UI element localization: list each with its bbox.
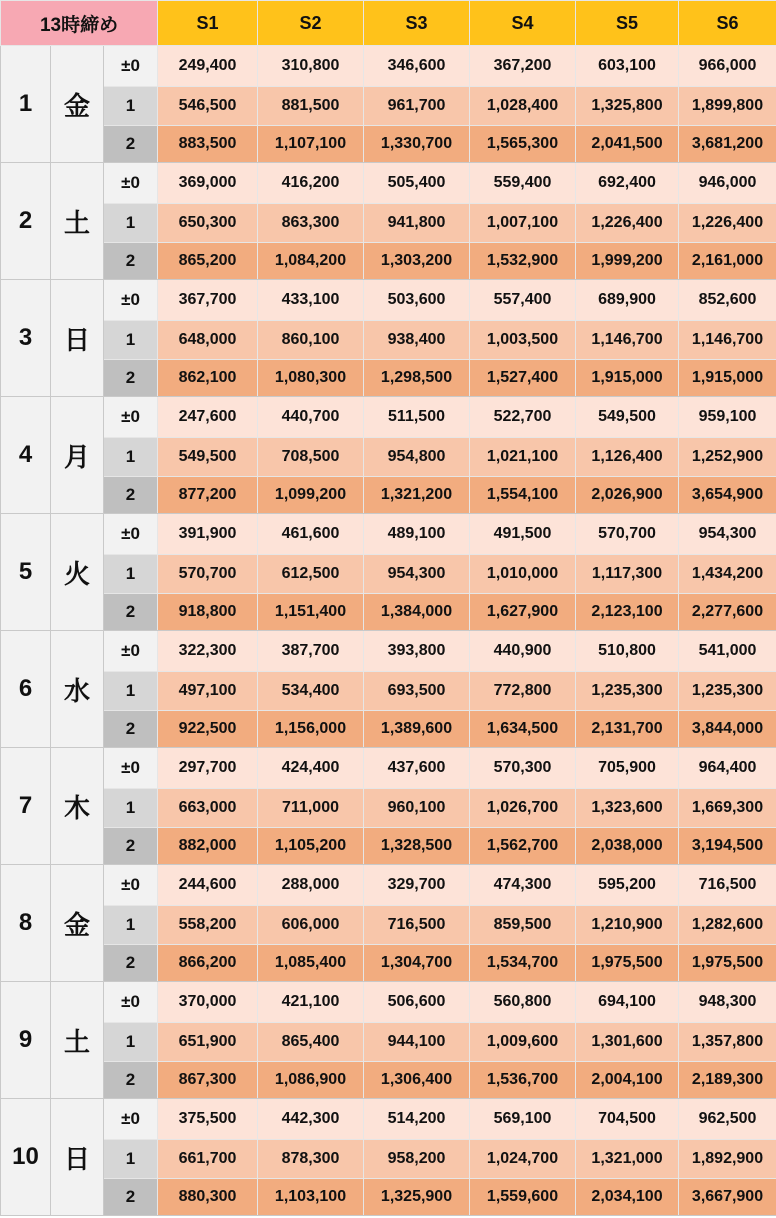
value-cell: 708,500 bbox=[258, 438, 364, 477]
value-cell: 692,400 bbox=[576, 163, 679, 204]
value-cell: 1,210,900 bbox=[576, 906, 679, 945]
value-cell: 689,900 bbox=[576, 280, 679, 321]
table-row bbox=[1, 828, 776, 865]
value-cell: 391,900 bbox=[158, 514, 258, 555]
weekday: 金 bbox=[51, 865, 104, 982]
value-cell: 3,667,900 bbox=[679, 1179, 776, 1216]
level-label: 1 bbox=[104, 87, 158, 126]
level-label: 2 bbox=[104, 594, 158, 631]
weekday: 日 bbox=[51, 1099, 104, 1216]
value-cell: 297,700 bbox=[158, 748, 258, 789]
value-cell: 705,900 bbox=[576, 748, 679, 789]
value-cell: 1,117,300 bbox=[576, 555, 679, 594]
value-cell: 1,086,900 bbox=[258, 1062, 364, 1099]
value-cell: 883,500 bbox=[158, 126, 258, 163]
value-cell: 3,654,900 bbox=[679, 477, 776, 514]
value-cell: 1,099,200 bbox=[258, 477, 364, 514]
value-cell: 424,400 bbox=[258, 748, 364, 789]
value-cell: 1,026,700 bbox=[470, 789, 576, 828]
level-label: 2 bbox=[104, 360, 158, 397]
value-cell: 310,800 bbox=[258, 46, 364, 87]
value-cell: 1,527,400 bbox=[470, 360, 576, 397]
table-row bbox=[1, 982, 776, 1023]
value-cell: 1,226,400 bbox=[679, 204, 776, 243]
value-cell: 946,000 bbox=[679, 163, 776, 204]
value-cell: 1,669,300 bbox=[679, 789, 776, 828]
value-cell: 941,800 bbox=[364, 204, 470, 243]
value-cell: 437,600 bbox=[364, 748, 470, 789]
table-row bbox=[1, 672, 776, 711]
weekday: 木 bbox=[51, 748, 104, 865]
value-cell: 503,600 bbox=[364, 280, 470, 321]
level-label: 2 bbox=[104, 711, 158, 748]
level-label: 2 bbox=[104, 828, 158, 865]
header-row bbox=[1, 1, 776, 46]
level-label: ±0 bbox=[104, 982, 158, 1023]
value-cell: 1,306,400 bbox=[364, 1062, 470, 1099]
column-header: S3 bbox=[364, 1, 470, 46]
day-number: 2 bbox=[1, 163, 51, 280]
table-row bbox=[1, 555, 776, 594]
value-cell: 960,100 bbox=[364, 789, 470, 828]
table-row bbox=[1, 1099, 776, 1140]
value-cell: 440,900 bbox=[470, 631, 576, 672]
level-label: 1 bbox=[104, 1140, 158, 1179]
value-cell: 1,321,200 bbox=[364, 477, 470, 514]
table-row bbox=[1, 865, 776, 906]
value-cell: 1,009,600 bbox=[470, 1023, 576, 1062]
level-label: 1 bbox=[104, 672, 158, 711]
value-cell: 1,282,600 bbox=[679, 906, 776, 945]
level-label: 2 bbox=[104, 126, 158, 163]
value-cell: 1,532,900 bbox=[470, 243, 576, 280]
value-cell: 433,100 bbox=[258, 280, 364, 321]
value-cell: 2,026,900 bbox=[576, 477, 679, 514]
value-cell: 648,000 bbox=[158, 321, 258, 360]
value-cell: 1,235,300 bbox=[576, 672, 679, 711]
value-cell: 558,200 bbox=[158, 906, 258, 945]
value-cell: 966,000 bbox=[679, 46, 776, 87]
value-cell: 1,226,400 bbox=[576, 204, 679, 243]
value-cell: 1,146,700 bbox=[576, 321, 679, 360]
table-row bbox=[1, 397, 776, 438]
value-cell: 863,300 bbox=[258, 204, 364, 243]
value-cell: 867,300 bbox=[158, 1062, 258, 1099]
level-label: 2 bbox=[104, 1179, 158, 1216]
weekday: 月 bbox=[51, 397, 104, 514]
table-row bbox=[1, 1179, 776, 1216]
value-cell: 704,500 bbox=[576, 1099, 679, 1140]
column-header: S2 bbox=[258, 1, 364, 46]
value-cell: 2,277,600 bbox=[679, 594, 776, 631]
value-cell: 1,301,600 bbox=[576, 1023, 679, 1062]
value-cell: 1,024,700 bbox=[470, 1140, 576, 1179]
value-cell: 772,800 bbox=[470, 672, 576, 711]
value-cell: 570,300 bbox=[470, 748, 576, 789]
value-cell: 1,085,400 bbox=[258, 945, 364, 982]
value-cell: 375,500 bbox=[158, 1099, 258, 1140]
weekday: 日 bbox=[51, 280, 104, 397]
value-cell: 1,156,000 bbox=[258, 711, 364, 748]
value-cell: 860,100 bbox=[258, 321, 364, 360]
value-cell: 954,800 bbox=[364, 438, 470, 477]
value-cell: 416,200 bbox=[258, 163, 364, 204]
value-cell: 877,200 bbox=[158, 477, 258, 514]
value-cell: 1,325,800 bbox=[576, 87, 679, 126]
value-cell: 367,200 bbox=[470, 46, 576, 87]
day-number: 9 bbox=[1, 982, 51, 1099]
table-row bbox=[1, 163, 776, 204]
value-cell: 549,500 bbox=[158, 438, 258, 477]
value-cell: 1,325,900 bbox=[364, 1179, 470, 1216]
value-cell: 474,300 bbox=[470, 865, 576, 906]
value-cell: 962,500 bbox=[679, 1099, 776, 1140]
value-cell: 1,235,300 bbox=[679, 672, 776, 711]
value-cell: 1,084,200 bbox=[258, 243, 364, 280]
day-number: 4 bbox=[1, 397, 51, 514]
value-cell: 322,300 bbox=[158, 631, 258, 672]
value-cell: 1,975,500 bbox=[679, 945, 776, 982]
deadline-label: 13時締め bbox=[1, 1, 158, 46]
value-cell: 369,000 bbox=[158, 163, 258, 204]
table-row bbox=[1, 631, 776, 672]
level-label: 1 bbox=[104, 321, 158, 360]
table-row bbox=[1, 360, 776, 397]
level-label: ±0 bbox=[104, 631, 158, 672]
value-cell: 569,100 bbox=[470, 1099, 576, 1140]
value-cell: 938,400 bbox=[364, 321, 470, 360]
weekday: 土 bbox=[51, 163, 104, 280]
table-row bbox=[1, 789, 776, 828]
value-cell: 2,189,300 bbox=[679, 1062, 776, 1099]
day-number: 5 bbox=[1, 514, 51, 631]
value-cell: 882,000 bbox=[158, 828, 258, 865]
value-cell: 1,899,800 bbox=[679, 87, 776, 126]
value-cell: 1,103,100 bbox=[258, 1179, 364, 1216]
table-row bbox=[1, 1140, 776, 1179]
value-cell: 1,298,500 bbox=[364, 360, 470, 397]
level-label: 2 bbox=[104, 243, 158, 280]
value-cell: 570,700 bbox=[158, 555, 258, 594]
day-number: 6 bbox=[1, 631, 51, 748]
value-cell: 506,600 bbox=[364, 982, 470, 1023]
value-cell: 1,634,500 bbox=[470, 711, 576, 748]
value-cell: 954,300 bbox=[364, 555, 470, 594]
value-cell: 1,105,200 bbox=[258, 828, 364, 865]
value-cell: 387,700 bbox=[258, 631, 364, 672]
value-cell: 510,800 bbox=[576, 631, 679, 672]
value-cell: 1,999,200 bbox=[576, 243, 679, 280]
level-label: ±0 bbox=[104, 46, 158, 87]
value-cell: 1,007,100 bbox=[470, 204, 576, 243]
value-cell: 489,100 bbox=[364, 514, 470, 555]
value-cell: 612,500 bbox=[258, 555, 364, 594]
value-cell: 1,536,700 bbox=[470, 1062, 576, 1099]
value-cell: 852,600 bbox=[679, 280, 776, 321]
day-number: 3 bbox=[1, 280, 51, 397]
value-cell: 964,400 bbox=[679, 748, 776, 789]
level-label: 1 bbox=[104, 1023, 158, 1062]
value-cell: 3,681,200 bbox=[679, 126, 776, 163]
column-header: S5 bbox=[576, 1, 679, 46]
table-row bbox=[1, 1062, 776, 1099]
value-cell: 421,100 bbox=[258, 982, 364, 1023]
table-row bbox=[1, 594, 776, 631]
value-cell: 505,400 bbox=[364, 163, 470, 204]
value-cell: 1,080,300 bbox=[258, 360, 364, 397]
table-row bbox=[1, 945, 776, 982]
value-cell: 549,500 bbox=[576, 397, 679, 438]
level-label: ±0 bbox=[104, 748, 158, 789]
level-label: 1 bbox=[104, 438, 158, 477]
value-cell: 961,700 bbox=[364, 87, 470, 126]
table-row bbox=[1, 243, 776, 280]
value-cell: 1,554,100 bbox=[470, 477, 576, 514]
value-cell: 948,300 bbox=[679, 982, 776, 1023]
value-cell: 694,100 bbox=[576, 982, 679, 1023]
value-cell: 711,000 bbox=[258, 789, 364, 828]
table-body bbox=[1, 46, 776, 1216]
value-cell: 370,000 bbox=[158, 982, 258, 1023]
value-cell: 1,126,400 bbox=[576, 438, 679, 477]
table-row bbox=[1, 748, 776, 789]
value-cell: 541,000 bbox=[679, 631, 776, 672]
value-cell: 954,300 bbox=[679, 514, 776, 555]
value-cell: 716,500 bbox=[364, 906, 470, 945]
level-label: ±0 bbox=[104, 1099, 158, 1140]
value-cell: 1,892,900 bbox=[679, 1140, 776, 1179]
value-cell: 2,041,500 bbox=[576, 126, 679, 163]
level-label: 1 bbox=[104, 906, 158, 945]
value-cell: 288,000 bbox=[258, 865, 364, 906]
table-row bbox=[1, 711, 776, 748]
table-row bbox=[1, 126, 776, 163]
level-label: 2 bbox=[104, 945, 158, 982]
table-row bbox=[1, 46, 776, 87]
table-row bbox=[1, 514, 776, 555]
value-cell: 1,565,300 bbox=[470, 126, 576, 163]
value-cell: 491,500 bbox=[470, 514, 576, 555]
level-label: 1 bbox=[104, 789, 158, 828]
weekday: 土 bbox=[51, 982, 104, 1099]
value-cell: 650,300 bbox=[158, 204, 258, 243]
value-cell: 560,800 bbox=[470, 982, 576, 1023]
value-cell: 522,700 bbox=[470, 397, 576, 438]
value-cell: 606,000 bbox=[258, 906, 364, 945]
value-cell: 1,304,700 bbox=[364, 945, 470, 982]
value-cell: 534,400 bbox=[258, 672, 364, 711]
value-cell: 1,028,400 bbox=[470, 87, 576, 126]
value-cell: 2,034,100 bbox=[576, 1179, 679, 1216]
value-cell: 881,500 bbox=[258, 87, 364, 126]
value-cell: 244,600 bbox=[158, 865, 258, 906]
column-header: S6 bbox=[679, 1, 776, 46]
table-row bbox=[1, 477, 776, 514]
value-cell: 1,010,000 bbox=[470, 555, 576, 594]
value-cell: 1,330,700 bbox=[364, 126, 470, 163]
value-cell: 1,321,000 bbox=[576, 1140, 679, 1179]
value-cell: 1,323,600 bbox=[576, 789, 679, 828]
value-cell: 918,800 bbox=[158, 594, 258, 631]
value-cell: 1,303,200 bbox=[364, 243, 470, 280]
level-label: 1 bbox=[104, 555, 158, 594]
value-cell: 716,500 bbox=[679, 865, 776, 906]
value-cell: 247,600 bbox=[158, 397, 258, 438]
value-cell: 1,003,500 bbox=[470, 321, 576, 360]
value-cell: 497,100 bbox=[158, 672, 258, 711]
day-number: 7 bbox=[1, 748, 51, 865]
value-cell: 865,200 bbox=[158, 243, 258, 280]
value-cell: 959,100 bbox=[679, 397, 776, 438]
table-row bbox=[1, 321, 776, 360]
value-cell: 570,700 bbox=[576, 514, 679, 555]
value-cell: 1,357,800 bbox=[679, 1023, 776, 1062]
value-cell: 2,038,000 bbox=[576, 828, 679, 865]
value-cell: 922,500 bbox=[158, 711, 258, 748]
value-cell: 2,131,700 bbox=[576, 711, 679, 748]
value-cell: 1,384,000 bbox=[364, 594, 470, 631]
value-cell: 559,400 bbox=[470, 163, 576, 204]
value-cell: 393,800 bbox=[364, 631, 470, 672]
table-row bbox=[1, 1023, 776, 1062]
value-cell: 546,500 bbox=[158, 87, 258, 126]
day-number: 8 bbox=[1, 865, 51, 982]
value-cell: 859,500 bbox=[470, 906, 576, 945]
value-cell: 3,194,500 bbox=[679, 828, 776, 865]
value-cell: 367,700 bbox=[158, 280, 258, 321]
weekday: 金 bbox=[51, 46, 104, 163]
level-label: ±0 bbox=[104, 163, 158, 204]
value-cell: 944,100 bbox=[364, 1023, 470, 1062]
level-label: ±0 bbox=[104, 514, 158, 555]
value-cell: 2,161,000 bbox=[679, 243, 776, 280]
value-cell: 1,328,500 bbox=[364, 828, 470, 865]
weekday: 火 bbox=[51, 514, 104, 631]
value-cell: 1,107,100 bbox=[258, 126, 364, 163]
weekday: 水 bbox=[51, 631, 104, 748]
value-cell: 1,389,600 bbox=[364, 711, 470, 748]
value-cell: 880,300 bbox=[158, 1179, 258, 1216]
value-cell: 1,252,900 bbox=[679, 438, 776, 477]
table-row bbox=[1, 280, 776, 321]
value-cell: 2,123,100 bbox=[576, 594, 679, 631]
value-cell: 651,900 bbox=[158, 1023, 258, 1062]
value-cell: 2,004,100 bbox=[576, 1062, 679, 1099]
value-cell: 1,975,500 bbox=[576, 945, 679, 982]
level-label: 2 bbox=[104, 1062, 158, 1099]
value-cell: 663,000 bbox=[158, 789, 258, 828]
column-header: S4 bbox=[470, 1, 576, 46]
value-cell: 661,700 bbox=[158, 1140, 258, 1179]
day-number: 1 bbox=[1, 46, 51, 163]
level-label: 1 bbox=[104, 204, 158, 243]
value-cell: 1,021,100 bbox=[470, 438, 576, 477]
value-cell: 1,627,900 bbox=[470, 594, 576, 631]
table-row bbox=[1, 906, 776, 945]
value-cell: 440,700 bbox=[258, 397, 364, 438]
value-cell: 1,151,400 bbox=[258, 594, 364, 631]
value-cell: 865,400 bbox=[258, 1023, 364, 1062]
value-cell: 3,844,000 bbox=[679, 711, 776, 748]
value-cell: 693,500 bbox=[364, 672, 470, 711]
value-cell: 603,100 bbox=[576, 46, 679, 87]
level-label: ±0 bbox=[104, 865, 158, 906]
value-cell: 1,434,200 bbox=[679, 555, 776, 594]
value-cell: 329,700 bbox=[364, 865, 470, 906]
level-label: ±0 bbox=[104, 280, 158, 321]
level-label: 2 bbox=[104, 477, 158, 514]
value-cell: 1,915,000 bbox=[679, 360, 776, 397]
table-row bbox=[1, 87, 776, 126]
value-cell: 249,400 bbox=[158, 46, 258, 87]
value-cell: 878,300 bbox=[258, 1140, 364, 1179]
table-row bbox=[1, 204, 776, 243]
level-label: ±0 bbox=[104, 397, 158, 438]
value-cell: 514,200 bbox=[364, 1099, 470, 1140]
value-cell: 862,100 bbox=[158, 360, 258, 397]
value-cell: 346,600 bbox=[364, 46, 470, 87]
value-cell: 1,915,000 bbox=[576, 360, 679, 397]
value-cell: 1,559,600 bbox=[470, 1179, 576, 1216]
value-cell: 1,562,700 bbox=[470, 828, 576, 865]
value-cell: 958,200 bbox=[364, 1140, 470, 1179]
value-cell: 557,400 bbox=[470, 280, 576, 321]
column-header: S1 bbox=[158, 1, 258, 46]
value-cell: 511,500 bbox=[364, 397, 470, 438]
value-cell: 595,200 bbox=[576, 865, 679, 906]
day-number: 10 bbox=[1, 1099, 51, 1216]
value-cell: 461,600 bbox=[258, 514, 364, 555]
value-cell: 1,534,700 bbox=[470, 945, 576, 982]
table-row bbox=[1, 438, 776, 477]
value-cell: 1,146,700 bbox=[679, 321, 776, 360]
value-cell: 866,200 bbox=[158, 945, 258, 982]
value-cell: 442,300 bbox=[258, 1099, 364, 1140]
